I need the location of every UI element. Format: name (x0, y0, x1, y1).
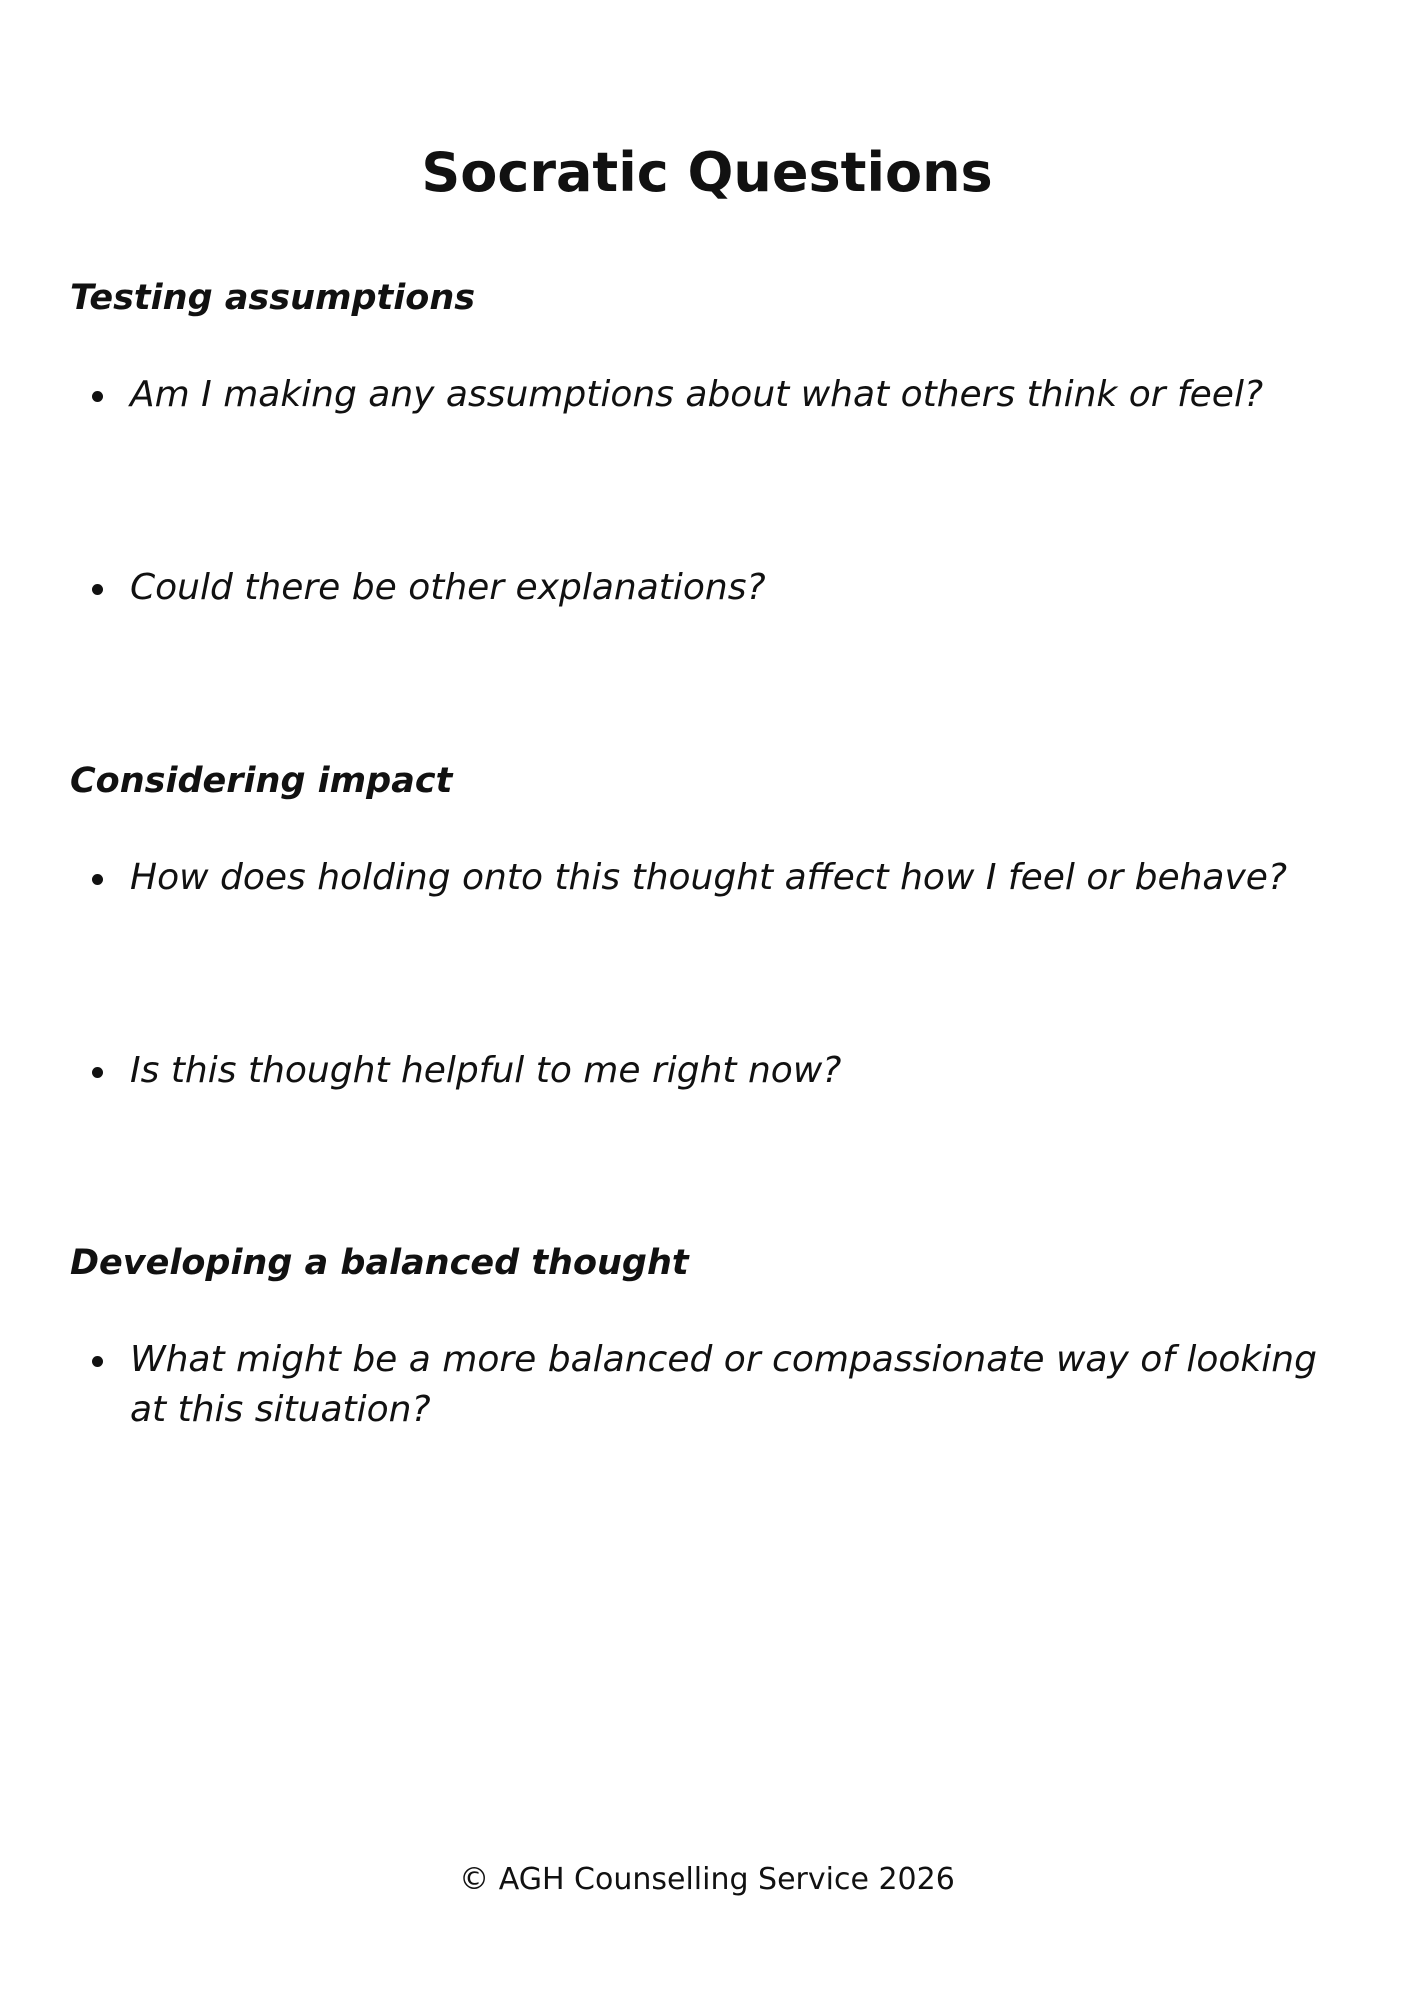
section-heading-testing-assumptions: Testing assumptions (70, 278, 476, 318)
list-item (92, 1335, 1352, 1435)
bullet-icon (92, 391, 103, 402)
list-item (92, 853, 1352, 903)
page-title: Socratic Questions (421, 141, 993, 204)
list-item-text: How does holding onto this thought affect how I feel or behave? (130, 857, 1288, 898)
bullet-icon (92, 874, 103, 885)
list-item (92, 370, 1352, 420)
bullet-icon (92, 584, 103, 595)
section-heading-considering-impact: Considering impact (70, 761, 453, 801)
footer-copyright: © AGH Counselling Service 2026 (459, 1862, 955, 1897)
section-heading-developing-balanced-thought: Developing a balanced thought (70, 1243, 689, 1283)
list-item-text: Is this thought helpful to me right now? (130, 1050, 842, 1091)
list-item-text: Am I making any assumptions about what others think or feel? (130, 374, 1264, 415)
list-item-text: Could there be other explanations? (130, 567, 766, 608)
list-item (92, 1046, 1352, 1096)
bullet-icon (92, 1067, 103, 1078)
bullet-icon (92, 1356, 103, 1367)
list-item-text: What might be a more balanced or compassionate way of looking at this situation? (130, 1339, 1317, 1430)
list-item (92, 563, 1352, 613)
